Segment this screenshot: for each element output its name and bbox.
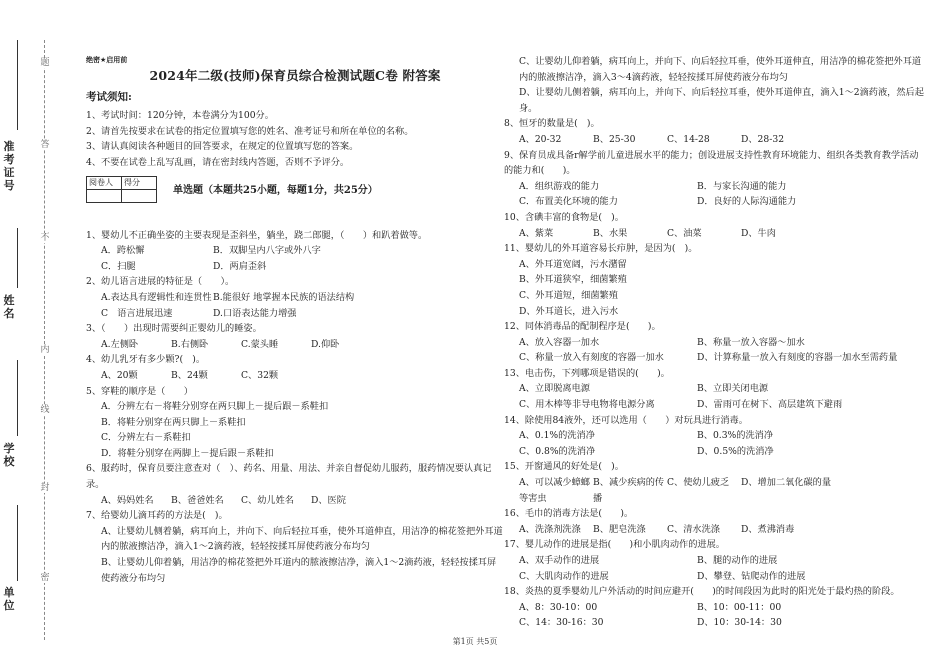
- question-stem: 2、幼儿语言进展的特征是（ ）。: [86, 276, 235, 288]
- notice-item: 1、考试时间：120分钟，本卷满分为100分。: [86, 110, 274, 122]
- question-block: [86, 508, 504, 586]
- answer-option[interactable]: A.左侧卧: [101, 338, 139, 350]
- answer-option[interactable]: B.右侧卧: [171, 338, 209, 350]
- notice-item: 4、不要在试卷上乱写乱画，请在密封线内答题，否则不予评分。: [86, 156, 350, 168]
- question-block: [504, 54, 924, 116]
- question-stem: 3、（ ）出现时需要纠正婴幼儿的睡姿。: [86, 323, 262, 335]
- unit-field[interactable]: [17, 505, 18, 581]
- answer-option[interactable]: A．跨松懈: [101, 245, 145, 257]
- answer-option[interactable]: D、外耳道长，进入污水: [519, 305, 619, 317]
- question-stem: 16、毛巾的消毒方法是( )。: [504, 508, 634, 520]
- answer-option[interactable]: C、外耳道短，细菌繁殖: [519, 289, 618, 301]
- option-row: [504, 444, 924, 460]
- answer-option[interactable]: B、24颗: [171, 369, 208, 381]
- seal-hint-char: 答: [40, 140, 50, 150]
- answer-option[interactable]: D．两肩歪斜: [213, 260, 267, 272]
- question-block: [504, 459, 924, 506]
- question-stem: 4、幼儿乳牙有多少颗?( )。: [86, 354, 206, 366]
- option-row: [504, 475, 924, 506]
- question-stem: 18、炎热的夏季婴幼儿户外活动的时间应避开( )的时间段因为此时的阳光处于最灼热的阶段。: [504, 586, 900, 598]
- secret-mark: 绝密★启用前: [86, 56, 128, 64]
- left-column: [86, 54, 504, 586]
- answer-option[interactable]: C、14：30-16：30: [519, 617, 604, 629]
- question-stem: 9、保育员成具备r解学前儿童进展水平的能力；创设进展支持性教育环境能力、组织各类教育教学活动的能力和( )。: [504, 149, 919, 177]
- answer-option[interactable]: B、25-30: [593, 133, 636, 145]
- answer-option[interactable]: D、计算称量一放入有刻度的容器一加水至需药量: [697, 352, 898, 364]
- question-stem: 15、开窗通风的好处是( )。: [504, 461, 624, 473]
- answer-option[interactable]: B．双脚呈内八字或外八字: [213, 245, 321, 257]
- answer-option[interactable]: B、腿的动作的进展: [697, 555, 778, 566]
- question-stem: 7、给婴幼儿滴耳药的方法是( )。: [86, 510, 228, 522]
- seal-hint-char: 不: [40, 233, 50, 243]
- question-stem: 14、除使用84液外，还可以选用（ ）对玩具进行消毒。: [504, 414, 748, 426]
- option-row: [504, 553, 924, 569]
- answer-option[interactable]: D、28-32: [741, 133, 785, 145]
- question-block: [86, 274, 504, 321]
- question-block: [504, 537, 924, 584]
- answer-option[interactable]: C、清水洗涤: [667, 523, 720, 535]
- option-row: [504, 615, 924, 631]
- option-row: [86, 493, 504, 509]
- binding-margin: [0, 0, 58, 671]
- answer-option[interactable]: D、增加二氧化碳的量: [741, 477, 832, 489]
- answer-option[interactable]: A、立即脱离电源: [519, 383, 590, 395]
- seal-hint-char: 题: [40, 58, 50, 68]
- reviewer-cell: 阅卷人: [87, 176, 122, 189]
- school-field[interactable]: [17, 360, 18, 436]
- answer-option[interactable]: B、爸爸姓名: [171, 494, 224, 506]
- grader-table: [86, 176, 157, 203]
- answer-option[interactable]: C、使幼儿疲乏: [667, 477, 730, 489]
- answer-option[interactable]: A、0.1%的洗消净: [519, 430, 595, 442]
- answer-option[interactable]: D、煮沸消毒: [741, 523, 795, 535]
- answer-option[interactable]: C、用木棒等非导电物将电源分离: [519, 399, 655, 411]
- answer-option[interactable]: A、可以减少蟑螂等害虫: [519, 477, 590, 504]
- option-row: [504, 428, 924, 444]
- answer-option[interactable]: B、10：00-11：00: [697, 601, 782, 613]
- answer-option[interactable]: A、外耳道宽阔，污水潴留: [519, 258, 627, 270]
- answer-option[interactable]: C 语言进展迅速: [101, 307, 173, 319]
- right-column: [504, 54, 924, 631]
- answer-option[interactable]: A、洗涤剂洗涤: [519, 523, 581, 535]
- question-block: [504, 584, 924, 631]
- answer-option[interactable]: C、0.8%的洗消净: [519, 445, 596, 457]
- answer-option[interactable]: D．良好的人际沟通能力: [697, 196, 797, 208]
- answer-option[interactable]: C、油菜: [667, 227, 702, 239]
- notice-title: 考试须知:: [86, 90, 132, 103]
- answer-option[interactable]: D、攀登、钻爬动作的进展: [697, 570, 806, 582]
- option-row: [86, 337, 504, 353]
- answer-option[interactable]: C、14-28: [667, 133, 710, 145]
- answer-option[interactable]: D、牛肉: [741, 227, 776, 239]
- right-question-list: [504, 54, 924, 631]
- page-title: 2024年二级(技师)保育员综合检测试题C卷 附答案: [149, 68, 441, 83]
- score-cell: 得分: [122, 176, 157, 189]
- score-input[interactable]: [122, 189, 157, 202]
- option-row: [504, 226, 924, 242]
- answer-option[interactable]: B、称量一放入容器～加水: [697, 336, 805, 348]
- answer-option[interactable]: B．与家长沟通的能力: [697, 180, 787, 192]
- section-title: 单选题（本题共25小题，每题1分，共25分）: [173, 184, 378, 196]
- option-row: [504, 600, 924, 616]
- option-row: [86, 259, 504, 275]
- ticket-number-field[interactable]: [17, 40, 18, 130]
- question-block: [86, 321, 504, 352]
- question-block: [86, 384, 504, 462]
- option-row: [504, 569, 924, 585]
- answer-option[interactable]: C、32颗: [241, 369, 279, 381]
- answer-option[interactable]: A、8：30-10：00: [519, 601, 598, 613]
- seal-hint-char: 内: [40, 345, 50, 355]
- reviewer-input[interactable]: [87, 189, 122, 202]
- option-row: [504, 132, 924, 148]
- answer-option[interactable]: A、让婴幼儿侧着躺，病耳向上，并向下、向后轻拉耳垂，使外耳道伸直，用洁净的棉花签把外耳道内的脓液擦洁净，滴入1～2滴药液，轻轻按揉耳屏使药液分布均匀: [101, 525, 503, 553]
- answer-option[interactable]: C．布置美化环境的能力: [519, 196, 618, 208]
- question-block: [504, 116, 924, 147]
- question-stem: 5、穿鞋的顺序是（ ）: [86, 385, 193, 397]
- option-row: [504, 335, 924, 351]
- answer-option[interactable]: B．将鞋分别穿在两只脚上－系鞋扣: [101, 416, 246, 428]
- question-stem: 12、同体消毒品的配制程序是( )。: [504, 321, 661, 333]
- answer-option[interactable]: C、称量一放入有刻度的容器一加水: [519, 352, 664, 364]
- seal-hint-char: 封: [40, 483, 50, 493]
- answer-option[interactable]: B.能很好 地掌握本民族的语法结构: [213, 291, 355, 303]
- answer-option[interactable]: C．分辨左右－系鞋扣: [101, 432, 191, 444]
- unit-label: 单位: [3, 586, 15, 612]
- question-block: [86, 461, 504, 508]
- answer-option[interactable]: C．扫腿: [101, 260, 136, 272]
- answer-option[interactable]: A．分辨左右－将鞋分别穿在两只脚上－提后跟－系鞋扣: [101, 401, 329, 413]
- answer-option[interactable]: A、20颗: [101, 369, 138, 381]
- school-label: 学校: [3, 442, 15, 468]
- answer-option[interactable]: B、让婴幼儿仰着躺，用洁净的棉花签把外耳道内的脓液擦洁净，滴入1～2滴药液，轻轻按揉耳屏使药液分布均匀: [101, 557, 497, 584]
- answer-option[interactable]: A、20-32: [519, 133, 562, 145]
- answer-option[interactable]: A、双手动作的进展: [519, 555, 600, 566]
- answer-option[interactable]: D、10：30-14：30: [697, 617, 782, 629]
- question-stem: 11、婴幼儿的外耳道容易长疖肿，是因为( )。: [504, 243, 698, 255]
- question-block: [504, 241, 924, 319]
- answer-option[interactable]: B、0.3%的洗消净: [697, 430, 774, 442]
- answer-option[interactable]: A、放入容器一加水: [519, 336, 600, 348]
- name-field[interactable]: [17, 228, 18, 288]
- answer-option[interactable]: C、大肌肉动作的进展: [519, 570, 609, 582]
- left-question-list: [86, 228, 504, 587]
- question-block: [86, 352, 504, 383]
- answer-option[interactable]: B、肥皂洗涤: [593, 523, 646, 535]
- answer-option[interactable]: D.口语表达能力增强: [213, 307, 297, 319]
- option-row: [86, 306, 504, 322]
- answer-option[interactable]: A．组织游戏的能力: [519, 180, 600, 192]
- question-block: [504, 319, 924, 366]
- option-row: [504, 179, 924, 195]
- question-block: [86, 228, 504, 275]
- option-row: [86, 368, 504, 384]
- answer-option[interactable]: D、让婴幼儿侧着躺，病耳向上，并向下、向后轻拉耳垂，使外耳道伸直，滴入1～2滴药液，然后起身。: [519, 87, 924, 114]
- question-stem: 13、电击伤，下列哪项是错误的( )。: [504, 367, 670, 379]
- option-row: [86, 243, 504, 259]
- question-block: [504, 210, 924, 241]
- answer-option[interactable]: B、立即关闭电源: [697, 383, 769, 395]
- answer-option[interactable]: B、外耳道狭窄，细菌繁殖: [519, 274, 627, 286]
- option-row: [504, 350, 924, 366]
- page-footer: 第1页 共5页: [452, 637, 498, 646]
- question-stem: 6、服药时，保育员要注意查对（ ）、药名、用量、用法、并亲自督促幼儿服药，服药情况要认真记录。: [86, 463, 492, 491]
- question-block: [504, 413, 924, 460]
- answer-option[interactable]: D、0.5%的洗消净: [697, 445, 774, 457]
- question-block: [504, 366, 924, 413]
- answer-option[interactable]: C、幼儿姓名: [241, 494, 294, 506]
- question-stem: 17、婴儿动作的进展是指( )和小肌肉动作的进展。: [504, 539, 725, 551]
- answer-option[interactable]: A、紫菜: [519, 227, 554, 239]
- notice-item: 2、请首先按要求在试卷的指定位置填写您的姓名、准考证号和所在单位的名称。: [86, 125, 414, 137]
- answer-option[interactable]: C、让婴幼儿仰着躺，病耳向上，并向下、向后轻拉耳垂，使外耳道伸直，用洁净的棉花签把外耳道内的脓液擦洁净，滴入3～4滴药液，轻轻按揉耳屏使药液分布均匀: [519, 56, 922, 83]
- answer-option[interactable]: A、妈妈姓名: [101, 494, 154, 506]
- notice-item: 3、请认真阅读各种题目的回答要求，在规定的位置填写您的答案。: [86, 141, 359, 153]
- grader-box: [86, 176, 504, 206]
- option-row: [504, 397, 924, 413]
- seal-hint-char: 密: [40, 573, 50, 583]
- seal-hint-char: 线: [40, 405, 50, 415]
- option-row: [86, 290, 504, 306]
- question-stem: 10、含碘丰富的食物是( )。: [504, 211, 624, 223]
- answer-option[interactable]: D、雷雨可在树下、高层建筑下避雨: [697, 399, 843, 411]
- question-block: [504, 506, 924, 537]
- answer-option[interactable]: D、医院: [311, 494, 346, 506]
- option-row: [504, 381, 924, 397]
- name-label: 姓名: [3, 294, 15, 320]
- question-block: [504, 148, 924, 210]
- answer-option[interactable]: B、减少疾病的传播: [593, 477, 665, 504]
- answer-option[interactable]: B、水果: [593, 227, 628, 239]
- seal-line: [44, 40, 45, 640]
- question-stem: 8、恒牙的数量是( )。: [504, 118, 600, 130]
- option-row: [504, 194, 924, 210]
- answer-option[interactable]: D．将鞋分别穿在两脚上－提后跟－系鞋扣: [101, 447, 274, 459]
- answer-option[interactable]: A.表达具有逻辑性和连贯性: [101, 291, 212, 303]
- answer-option[interactable]: C.蒙头睡: [241, 338, 279, 350]
- ticket-number-label: 准考证号: [3, 140, 15, 192]
- option-row: [504, 522, 924, 538]
- answer-option[interactable]: D.仰卧: [311, 338, 340, 350]
- question-stem: 1、婴幼儿不正确坐姿的主要表现是歪斜坐，躺坐，跷二郎腿，（ ）和趴着做等。: [86, 229, 428, 241]
